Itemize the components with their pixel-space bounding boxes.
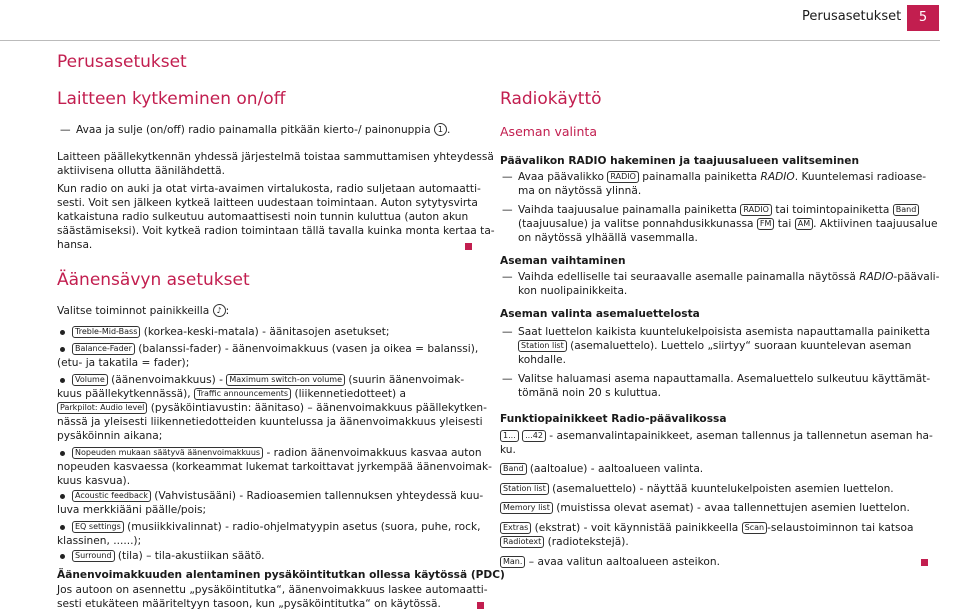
- list-dash: —: [502, 204, 513, 216]
- list-item-continuation: luva merkkiääni päälle/pois;: [57, 504, 207, 516]
- bullet: [60, 525, 65, 530]
- manual-button[interactable]: Man.: [500, 556, 525, 568]
- paragraph-line: sesti etukäteen määriteltyyn tasoon, kun „pysäköintitutka“ on käytössä.: [57, 598, 441, 610]
- traffic-announcements-button[interactable]: Traffic announcements: [194, 388, 291, 400]
- music-note-icon: ♪: [213, 304, 226, 317]
- max-switch-on-volume-button[interactable]: Maximum switch-on volume: [226, 374, 345, 386]
- tone-intro: Valitse toiminnot painikkeilla ♪ :: [57, 305, 230, 317]
- volume-button[interactable]: Volume: [72, 374, 108, 386]
- list-item-continuation: klassinen, ......);: [57, 535, 142, 547]
- list-item-continuation: ma on näytössä ylinnä.: [518, 185, 642, 197]
- fm-button[interactable]: FM: [757, 218, 775, 230]
- preset-last-button[interactable]: ...42: [522, 430, 546, 442]
- radio-button[interactable]: RADIO: [607, 171, 639, 183]
- section-title-radio: Radiokäyttö: [500, 89, 602, 109]
- list-item-open-menu: Avaa päävalikko RADIO painamalla painiketta RADIO. Kuuntelemasi radioase-: [518, 171, 927, 183]
- list-item-surround: Surround (tila) – tila-akustiikan säätö.: [72, 549, 265, 564]
- list-dash: —: [60, 124, 71, 136]
- page-title: Perusasetukset: [57, 52, 187, 72]
- acoustic-feedback-button[interactable]: Acoustic feedback: [72, 490, 151, 502]
- eq-settings-button[interactable]: EQ settings: [72, 521, 124, 533]
- band-button[interactable]: Band: [500, 463, 527, 475]
- list-item-continuation: kon nuolipainikkeita.: [518, 285, 628, 297]
- list-item-station-list: Saat luettelon kaikista kuuntelukelpoisista asemista napauttamalla painiketta: [518, 326, 931, 338]
- subsection-title-station: Aseman valinta: [500, 124, 597, 139]
- bullet: [60, 378, 65, 383]
- list-item-continuation: pysäköinnin aikana;: [57, 430, 163, 442]
- list-item-volume: Volume (äänenvoimakkuus) - Maximum switch-on volume (suurin äänenvoimak-: [72, 373, 464, 388]
- function-item-extras: Extras (ekstrat) - voit käynnistää painikkeella Scan -selaustoiminnon tai katsoa: [500, 521, 914, 536]
- function-item-station-list: Station list (asemaluettelo) - näyttää kuuntelukelpoisten asemien luettelon.: [500, 482, 894, 497]
- list-item-band: Vaihda taajuusalue painamalla painiketta RADIO tai toimintopainiketta Band: [518, 203, 919, 218]
- scan-button[interactable]: Scan: [742, 522, 767, 534]
- function-item-manual: Man. – avaa valitun aaltoalueen asteikon.: [500, 555, 720, 570]
- list-item-eq: EQ settings (musiikkivalinnat) - radio-ohjelmatyypin asetus (suora, puhe, rock,: [72, 520, 481, 535]
- list-item-continuation: on näytössä ylhäällä vasemmalla.: [518, 232, 698, 244]
- section-end-marker: [465, 243, 472, 250]
- subheading: Päävalikon RADIO hakeminen ja taajuusalueen valitseminen: [500, 155, 859, 167]
- section-title-tone: Äänensävyn asetukset: [57, 270, 250, 290]
- subheading: Funktiopainikkeet Radio-päävalikossa: [500, 413, 727, 425]
- list-item-continuation: (etu- ja takatila = fader);: [57, 357, 190, 369]
- list-item-acoustic-feedback: Acoustic feedback (Vahvistusääni) - Radioasemien tallennuksen yhteydessä kuu-: [72, 489, 483, 504]
- band-button[interactable]: Band: [893, 204, 920, 216]
- radio-button[interactable]: RADIO: [740, 204, 772, 216]
- paragraph-line: säästämiseksi). Voit kytkeä radion toimintaan tällä tavalla kuinka monta kertaa ta-: [57, 225, 495, 237]
- bullet: [60, 451, 65, 456]
- section-end-marker: [921, 559, 928, 566]
- list-item-continuation: nässä ja yleisesti liikennetiedotteiden kuuntelussa ja äänenvoimakkuus yleisesti: [57, 416, 483, 428]
- bullet: [60, 330, 65, 335]
- subheading: Aseman valinta asemaluettelosta: [500, 308, 700, 320]
- paragraph-line: Jos autoon on asennettu „pysäköintitutka“, äänenvoimakkuus laskee automaatti-: [57, 584, 488, 596]
- balance-fader-button[interactable]: Balance-Fader: [72, 343, 135, 355]
- list-item-text: Avaa ja sulje (on/off) radio painamalla pitkään kierto-/ painonuppia: [76, 124, 431, 136]
- function-item-presets: 1... ...42 - asemanvalintapainikkeet, aseman tallennus ja tallennetun aseman ha-: [500, 429, 933, 444]
- surround-button[interactable]: Surround: [72, 550, 115, 562]
- list-dash: —: [502, 373, 513, 385]
- function-item-continuation: ku.: [500, 444, 516, 456]
- list-item-select-station: Valitse haluamasi asema napauttamalla. Asemaluettelo sulkeutuu käyttämät-: [518, 373, 931, 385]
- list-item-speed-volume: Nopeuden mukaan säätyvä äänenvoimakkuus - radion äänenvoimakkuus kasvaa auton: [72, 446, 482, 461]
- paragraph-line: Laitteen päällekytkennän yhdessä järjestelmä toistaa sammuttamisen yhteydessä: [57, 151, 494, 163]
- running-header-title: Perusasetukset: [802, 9, 902, 24]
- list-item-balance: Balance-Fader (balanssi-fader) - äänenvoimakkuus (vasen ja oikea = balanssi),: [72, 342, 478, 357]
- list-item-change-station: Vaihda edelliselle tai seuraavalle asemalle painamalla näytössä RADIO-päävali-: [518, 271, 940, 283]
- list-item-continuation: (taajuusalue) ja valitse ponnahdusikkunassa FM tai AM . Aktiivinen taajuusalue: [518, 218, 938, 230]
- treble-mid-bass-button[interactable]: Treble-Mid-Bass: [72, 326, 140, 338]
- bullet: [60, 554, 65, 559]
- preset-first-button[interactable]: 1...: [500, 430, 519, 442]
- list-item-power: Avaa ja sulje (on/off) radio painamalla pitkään kierto-/ painonuppia 1 .: [76, 124, 451, 136]
- function-item-continuation: Radiotext (radiotekstejä).: [500, 535, 629, 550]
- memory-list-button[interactable]: Memory list: [500, 502, 553, 514]
- list-item-continuation: tömänä noin 20 s kuluttua.: [518, 387, 662, 399]
- list-item-continuation: Parkpilot: Audio level (pysäköintiavustin: äänitaso) – äänenvoimakkuus päällekytken-: [57, 401, 487, 416]
- pdc-title: Äänenvoimakkuuden alentaminen pysäköintitutkan ollessa käytössä (PDC): [57, 569, 505, 581]
- bullet: [60, 494, 65, 499]
- page-number-badge: 5: [907, 5, 939, 31]
- list-item-continuation: kuus kasvua).: [57, 475, 131, 487]
- list-item-continuation: nopeuden kasvaessa (korkeammat lukemat tarkoittavat jyrkempää äänenvoimak-: [57, 461, 492, 473]
- station-list-button[interactable]: Station list: [500, 483, 549, 495]
- paragraph-line: sesti. Voit sen jälkeen kytkeä laitteen uudestaan toimintaan. Auton sytytysvirta: [57, 197, 478, 209]
- speed-dependent-volume-button[interactable]: Nopeuden mukaan säätyvä äänenvoimakkuus: [72, 447, 263, 459]
- station-list-button[interactable]: Station list: [518, 340, 567, 352]
- paragraph-line: Kun radio on auki ja otat virta-avaimen virtalukosta, radio suljetaan automaatti-: [57, 183, 481, 195]
- function-item-memory-list: Memory list (muistissa olevat asemat) - avaa tallennettujen asemien luettelon.: [500, 501, 910, 516]
- am-button[interactable]: AM: [795, 218, 813, 230]
- paragraph-line: aktiivisena ollutta äänilähdettä.: [57, 165, 225, 177]
- radiotext-button[interactable]: Radiotext: [500, 536, 544, 548]
- header-divider: [0, 40, 940, 41]
- list-dash: —: [502, 271, 513, 283]
- list-item-treble: Treble-Mid-Bass (korkea-keski-matala) - äänitasojen asetukset;: [72, 325, 389, 340]
- callout-number: 1: [434, 123, 447, 136]
- section-end-marker: [477, 602, 484, 609]
- paragraph-line: hansa.: [57, 239, 93, 251]
- list-dash: —: [502, 171, 513, 183]
- list-item-continuation: Station list (asemaluettelo). Luettelo „siirtyy“ suoraan kuuntelevan aseman: [518, 339, 911, 354]
- paragraph-line: katkaistuna radio sulkeutuu automaattisesti noin tunnin kuluttua (auton akun: [57, 211, 469, 223]
- bullet: [60, 347, 65, 352]
- parkpilot-audio-level-button[interactable]: Parkpilot: Audio level: [57, 402, 147, 414]
- list-dash: —: [502, 326, 513, 338]
- section-title-power: Laitteen kytkeminen on/off: [57, 89, 286, 109]
- function-item-band: Band (aaltoalue) - aaltoalueen valinta.: [500, 462, 703, 477]
- subheading: Aseman vaihtaminen: [500, 255, 626, 267]
- list-item-continuation: kuus päällekytkennässä), Traffic announcements (liikennetiedotteet) a: [57, 388, 406, 400]
- extras-button[interactable]: Extras: [500, 522, 531, 534]
- list-item-continuation: kohdalle.: [518, 354, 566, 366]
